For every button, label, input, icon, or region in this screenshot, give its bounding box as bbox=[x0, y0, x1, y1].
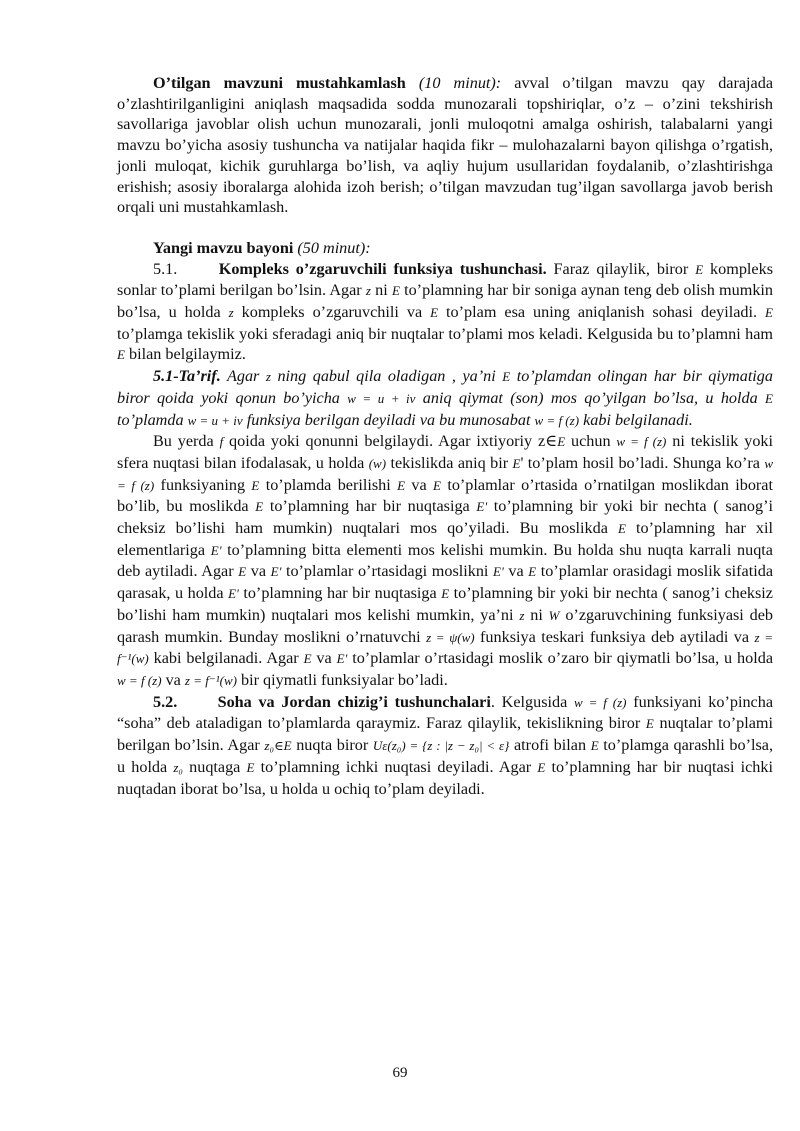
text-run: to’plamlar o’rtasida o’rnatilgan moslikdan iborat bo’lib, bu moslikda bbox=[117, 475, 773, 516]
text-run: bir qiymatli funksiyalar bo’ladi. bbox=[236, 670, 448, 689]
review-heading: O’tilgan mavzuni mustahkamlash bbox=[153, 74, 406, 92]
paragraph-new-topic bbox=[117, 238, 773, 259]
text-run: qoida yoki qonunni belgilaydi. Agar ixtiyoriy z∈ bbox=[223, 432, 558, 451]
definition-title: 5.1-Ta’rif. bbox=[153, 367, 221, 386]
text-run: Faraz qilaylik, biror bbox=[546, 259, 696, 278]
math-z: z bbox=[519, 607, 525, 623]
math-z0-in-E: z₀∈E bbox=[264, 738, 292, 754]
text-run: to’plamning har xil elementlariga bbox=[117, 519, 773, 559]
text-run: va bbox=[311, 649, 337, 668]
review-time: (10 minut): bbox=[418, 74, 502, 92]
text-run: atrofi bilan bbox=[509, 736, 591, 755]
math-E: E bbox=[238, 564, 247, 580]
text-run: . Kelgusida bbox=[490, 692, 574, 711]
text-run: ni tekislik yoki sfera nuqtasi bilan ifodalasak, u holda bbox=[117, 432, 773, 472]
text-run: kabi belgilanadi. Agar bbox=[148, 649, 304, 668]
section-number: 5.2. bbox=[153, 692, 178, 711]
math-E: E bbox=[645, 716, 654, 732]
section-title: Kompleks o’zgaruvchili funksiya tushunchasi. bbox=[218, 259, 547, 278]
math-E: E bbox=[255, 499, 264, 515]
text-run: to’plamning bir yoki bir nechta ( sanog’i cheksiz bo’lishi ham mumkin) nuqtalari mos kelishi mumkin, ya’ni bbox=[117, 584, 773, 624]
text-run: ' to’plam hosil bo’ladi. Shunga ko’ra bbox=[520, 453, 765, 472]
text-run: nuqta biror bbox=[291, 736, 373, 755]
math-E-prime: E' bbox=[210, 542, 222, 558]
text-run: ni bbox=[370, 281, 392, 300]
math-E-prime: E' bbox=[476, 499, 488, 515]
text-run: ni bbox=[524, 605, 549, 624]
math-z-psi: z = ψ(w) bbox=[426, 629, 475, 645]
math-w-fz: w = f (z) bbox=[616, 434, 667, 450]
math-z: z bbox=[228, 305, 234, 321]
math-E: E bbox=[397, 477, 406, 493]
math-E: E bbox=[557, 434, 566, 450]
math-w-fz: w = f (z) bbox=[573, 694, 627, 710]
text-run: kabi belgilanadi. bbox=[579, 410, 693, 429]
text-run: to’plamga tekislik yoki sferadagi aniq bir nuqtalar to’plami mos keladi. Kelgusida bu to’plamni ham bbox=[117, 324, 773, 343]
math-z: z bbox=[365, 283, 371, 299]
text-run: nuqtalar to’plami berilgan bo’lsin. Agar bbox=[117, 714, 773, 755]
text-run: to’plamdan olingan har bir qiymatiga biror qoida yoki qonun bo’yicha bbox=[117, 367, 773, 407]
text-run: o’zgaruvchining funksiyasi deb qarash mumkin. Bunday moslikni o’rnatuvchi bbox=[117, 605, 774, 646]
math-E-prime: E' bbox=[270, 564, 282, 580]
new-topic-time: (50 minut): bbox=[297, 238, 371, 257]
text-run: bilan belgilaymiz. bbox=[124, 345, 246, 364]
text-run: funksiyaning bbox=[154, 475, 252, 494]
math-E: E bbox=[617, 521, 626, 537]
math-E: E bbox=[228, 586, 237, 602]
math-E: E bbox=[391, 283, 400, 299]
math-E: E bbox=[117, 347, 125, 363]
text-run: funksiya berilgan deyiladi va bu munosabat bbox=[242, 410, 535, 429]
math-w-fz: w = f (z) bbox=[117, 455, 773, 493]
section-5-2 bbox=[117, 692, 773, 800]
math-E: E bbox=[246, 759, 255, 775]
section-5-1 bbox=[117, 259, 773, 367]
text-run: to’plamlar o’rtasidagi moslikni bbox=[281, 562, 494, 581]
text-run: to’plam esa uning aniqlanish sohasi deyiladi. bbox=[438, 303, 766, 322]
text-run: va bbox=[246, 562, 271, 581]
text-run: kompleks sonlar to’plami berilgan bo’lsin. Agar bbox=[117, 259, 773, 300]
math-E: E bbox=[270, 564, 279, 580]
text-run: to’plamning har bir nuqtasiga bbox=[263, 497, 477, 516]
section-number: 5.1. bbox=[153, 259, 178, 278]
math-E: E bbox=[528, 564, 537, 580]
math-E: E bbox=[433, 477, 441, 493]
math-E: E bbox=[590, 738, 599, 754]
text-run: to’plamning har bir nuqtasi ichki nuqtadan iborat bo’lsa, u holda u ochiq to’plam deyiladi. bbox=[117, 757, 773, 798]
math-E: E bbox=[336, 651, 345, 667]
math-E: E bbox=[210, 542, 219, 558]
math-E: E bbox=[493, 564, 501, 580]
text-run: funksiyani ko’pincha “soha” deb ataladigan to’plamlarda qaraymiz. Faraz qilaylik, tekislikning biror bbox=[117, 692, 774, 733]
paragraph-mapping bbox=[117, 431, 773, 691]
text-run: to’plamda bbox=[117, 410, 188, 429]
math-w-uv: w = u + iv bbox=[347, 390, 416, 406]
text-run: Agar bbox=[220, 367, 266, 386]
text-run: va bbox=[161, 670, 185, 689]
math-z: z bbox=[265, 369, 271, 385]
text-run: nuqtaga bbox=[182, 757, 247, 776]
math-w-fz: w = f (z) bbox=[117, 672, 162, 688]
math-w-fz: w = f (z) bbox=[534, 412, 580, 428]
text-run: to’plamning ichki nuqtasi deyiladi. Agar bbox=[254, 757, 538, 776]
math-w-paren: (w) bbox=[368, 455, 387, 471]
spacer bbox=[117, 218, 773, 238]
text-run: Bu yerda bbox=[153, 432, 220, 451]
definition-5-1 bbox=[117, 366, 773, 431]
section-title: Soha va Jordan chizig’i tushunchalari bbox=[217, 692, 491, 711]
math-z-finv: z = f⁻¹(w) bbox=[184, 672, 237, 688]
text-run: to’plamlar o’rtasidagi moslik o’zaro bir qiymatli bo’lsa, u holda bbox=[347, 649, 773, 668]
page-body bbox=[117, 73, 773, 799]
text-run: va bbox=[405, 475, 434, 494]
math-E: E bbox=[441, 586, 450, 602]
math-f: f bbox=[219, 434, 224, 450]
math-W: W bbox=[548, 607, 560, 623]
paragraph-review bbox=[117, 73, 773, 218]
text-run: to’plamda berilishi bbox=[259, 475, 398, 494]
math-E: E bbox=[765, 305, 773, 321]
math-w-uv: w = u + iv bbox=[187, 412, 243, 428]
text-run: ning qabul qila oladigan , ya’ni bbox=[270, 367, 503, 386]
math-E: E bbox=[251, 477, 260, 493]
math-neighborhood: Uε(z₀) = {z : |z − z₀| < ε} bbox=[372, 738, 510, 754]
math-E-prime: E' bbox=[336, 651, 348, 667]
math-E: E bbox=[502, 369, 511, 385]
math-z0: z₀ bbox=[173, 759, 183, 775]
text-run: tekislikda aniq bir bbox=[386, 453, 513, 472]
math-E: E bbox=[695, 261, 704, 277]
math-z-finv: z = f⁻¹(w) bbox=[117, 629, 773, 667]
text-run: to’plamning bitta elementi mos kelishi mumkin. Bu holda shu nuqta karrali nuqta deb aytiladi. Agar bbox=[117, 540, 773, 581]
math-E-prime: E' bbox=[493, 564, 504, 580]
math-E-prime: E' bbox=[228, 586, 239, 602]
text-run: to’plamga qarashli bo’lsa, u holda bbox=[117, 736, 774, 776]
text-run: va bbox=[503, 562, 529, 581]
math-E: E bbox=[537, 759, 546, 775]
text-run: to’plamning har bir soniga aynan teng deb olish mumkin bo’lsa, u holda bbox=[117, 281, 773, 322]
new-topic-heading: Yangi mavzu bayoni bbox=[153, 238, 294, 257]
math-E: E bbox=[430, 305, 439, 321]
text-run: to’plamning bir yoki bir nechta ( sanog’i cheksiz bo’lishi ham mumkin) nuqtalari mos qo’yiladi. Bu moslikda bbox=[117, 497, 773, 538]
page-number: 69 bbox=[392, 1065, 408, 1081]
math-E: E bbox=[303, 651, 312, 667]
math-E: E bbox=[512, 455, 521, 471]
review-text: avval o’tilgan mavzu qay darajada o’zlashtirilganligini aniqlash maqsadida sodda munozarali topshiriqlar, o’z – o’zini tekshirish savollariga javoblar olish uchun munozarali, jonli muloqotni amalga oshirish, talabalarni yangi mavzu bo’yicha asosiy tushuncha va natijalar haqida fikr – mulohazalarni bayon qilishga o’rgatish, jonli muloqat, kichik guruhlarga bo’lish, va aqliy hujum usullaridan foydalanib, o’zlashtirishga erishish; asosiy iboralarga alohida izoh berish; o’tilgan mavzudan tug’ilgan savollarga javob berish orqali uni mustahkamlash. bbox=[117, 74, 774, 217]
text-run: aniq qiymat (son) mos qo’yilgan bo’lsa, u holda bbox=[415, 388, 766, 407]
text-run: uchun bbox=[565, 432, 617, 451]
math-E: E bbox=[765, 390, 773, 406]
math-E: E bbox=[476, 499, 485, 515]
text-run: kompleks o’zgaruvchili va bbox=[233, 303, 431, 322]
text-run: to’plamning har bir nuqtasiga bbox=[238, 584, 442, 603]
text-run: funksiya teskari funksiya deb aytiladi va bbox=[474, 627, 755, 646]
text-run: to’plamlar orasidagi moslik sifatida qarasak, u holda bbox=[117, 562, 774, 603]
